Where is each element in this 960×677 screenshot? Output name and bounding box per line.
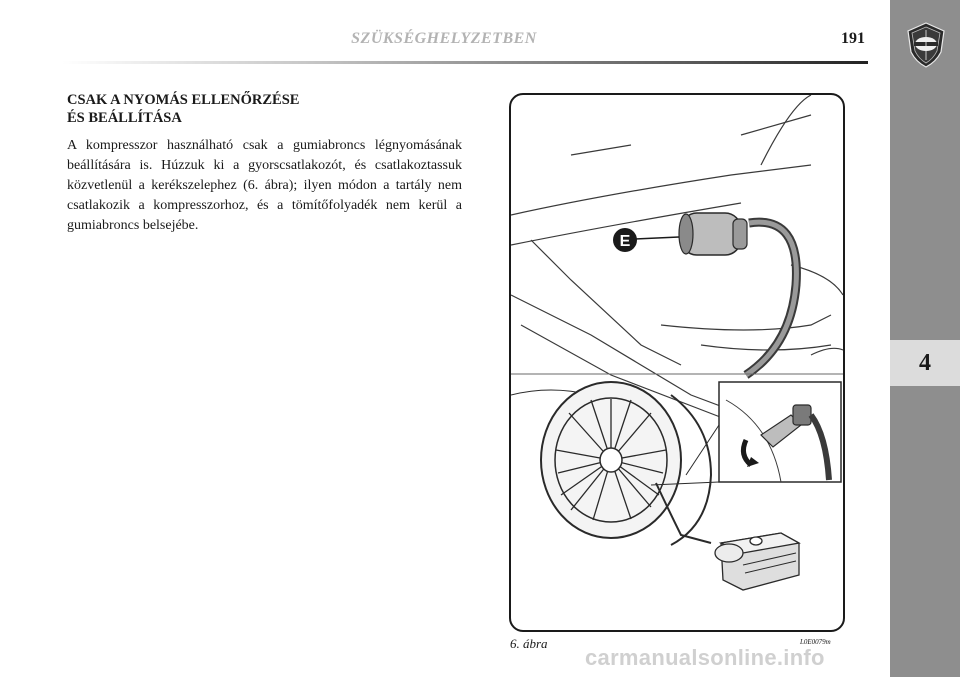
page-number: 191 — [841, 30, 865, 47]
chapter-number: 4 — [919, 349, 931, 376]
figure-caption: 6. ábra — [510, 636, 548, 651]
callout-e — [613, 228, 637, 252]
quick-connector-drawing — [679, 213, 747, 255]
wheel-drawing — [511, 382, 711, 545]
body-paragraph: A kompresszor használható csak a gumiabroncs légnyomásának beállítására is. Húzzuk ki a gyorscsatlakozót, és csatlakoztassuk közvetlenül a kerékszelephez (6. ábra); ilyen módon a tartály nem csatlakozik a kompresszorhoz, és a tömítőfolyadék nem kerül a gumiabroncs belsejébe. — [67, 138, 462, 233]
lancia-logo-icon — [906, 22, 946, 68]
watermark: carmanualsonline.info — [585, 645, 825, 670]
figure-illustration — [509, 93, 845, 632]
header-title: SZÜKSÉGHELYZETBEN — [351, 30, 537, 47]
callout-label: E — [619, 233, 631, 250]
compressor-drawing — [715, 533, 799, 590]
section-heading — [67, 91, 467, 127]
section-heading-line2: ÉS BEÁLLÍTÁSA — [67, 110, 182, 126]
chapter-tab[interactable] — [890, 340, 960, 386]
section-heading-line1: CSAK A NYOMÁS ELLENŐRZÉSE — [67, 92, 300, 108]
side-tab — [890, 0, 960, 677]
figure-code: L0E0079m — [800, 638, 831, 646]
header-rule — [62, 61, 868, 64]
